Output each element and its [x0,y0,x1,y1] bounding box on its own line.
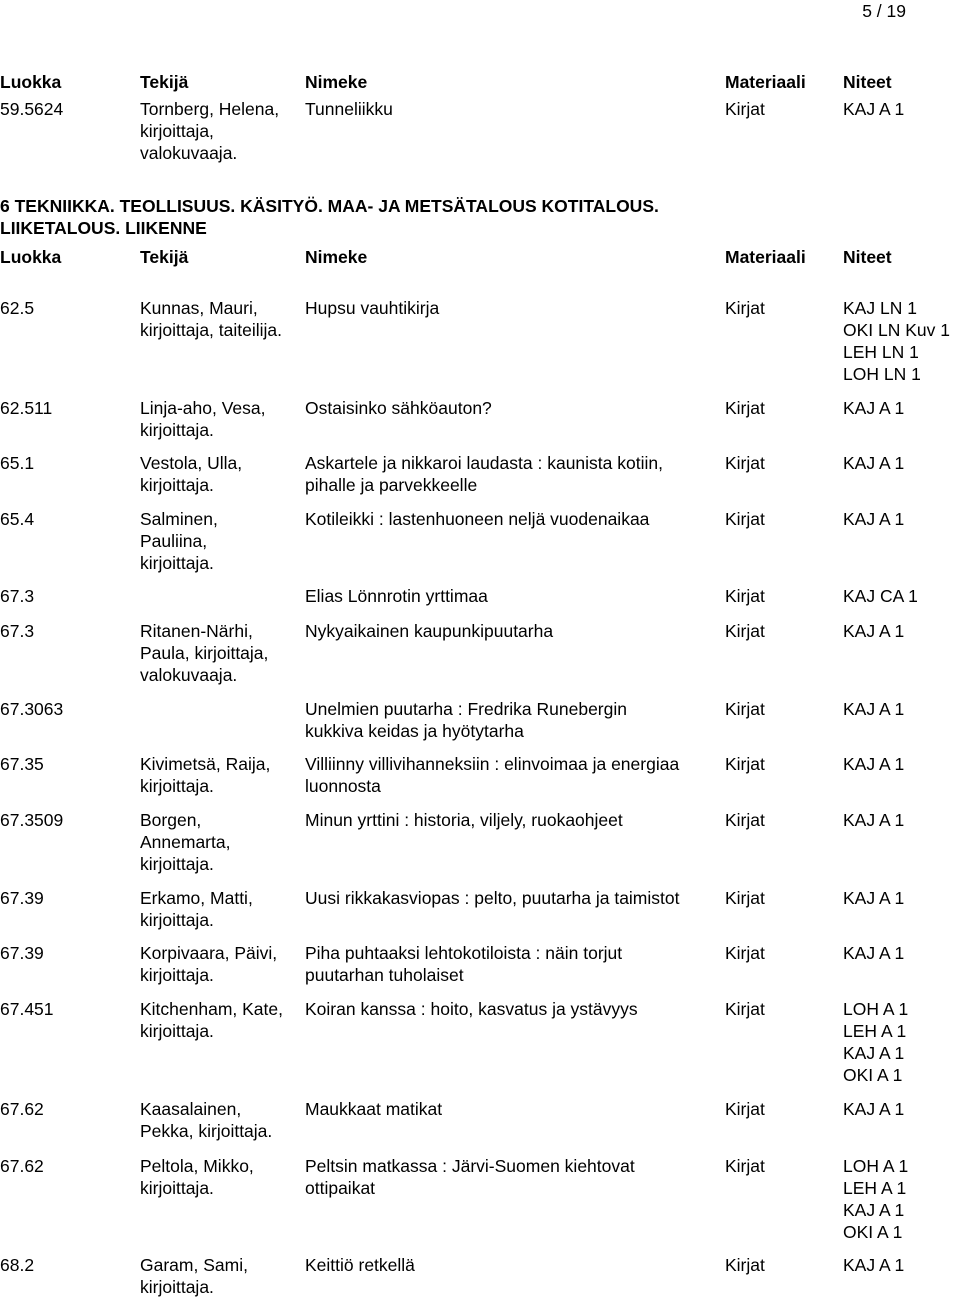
nimeke-cell-line: Peltsin matkassa : Järvi-Suomen kiehtovat [305,1156,635,1176]
niteet-cell-line: LOH LN 1 [843,364,921,384]
tekija-cell [140,452,302,496]
niteet-cell-line: KAJ A 1 [843,1200,905,1220]
tekija-cell-line: kirjoittaja. [140,910,214,930]
materiaali-cell-line: Kirjat [725,453,765,473]
nimeke-cell [305,452,725,496]
niteet-cell [843,942,960,964]
nimeke-cell-line: Unelmien puutarha : Fredrika Runebergin [305,699,627,719]
materiaali-cell [725,942,825,964]
header-niteet: Niteet [843,72,892,92]
materiaali-cell-line: Kirjat [725,586,765,606]
section-title [0,195,960,239]
nimeke-cell-line: Hupsu vauhtikirja [305,298,440,318]
tekija-cell-line: kirjoittaja. [140,553,214,573]
nimeke-cell [305,1098,725,1120]
niteet-cell [843,508,960,530]
materiaali-cell-line: Kirjat [725,999,765,1019]
materiaali-cell [725,887,825,909]
materiaali-cell-line: Kirjat [725,298,765,318]
luokka-cell-line: 65.1 [0,453,35,473]
luokka-cell [0,452,135,474]
nimeke-cell-line: Kotileikki : lastenhuoneen neljä vuodenaikaa [305,509,650,529]
niteet-cell-line: KAJ A 1 [843,99,905,119]
materiaali-cell [725,452,825,474]
niteet-cell [843,620,960,642]
materiaali-cell [725,508,825,530]
section-title-line: 6 TEKNIIKKA. TEOLLISUUS. KÄSITYÖ. MAA- JA METSÄTALOUS KOTITALOUS. [0,196,659,216]
luokka-cell [0,887,135,909]
niteet-cell-line: KAJ A 1 [843,754,905,774]
luokka-cell [0,998,135,1020]
niteet-cell-line: KAJ A 1 [843,621,905,641]
luokka-cell-line: 62.5 [0,298,35,318]
niteet-cell-line: KAJ LN 1 [843,298,917,318]
tekija-cell-line: Erkamo, Matti, [140,888,253,908]
tekija-cell [140,809,302,875]
materiaali-cell [725,698,825,720]
luokka-cell [0,585,135,607]
tekija-cell-line: kirjoittaja. [140,475,214,495]
nimeke-cell-line: kukkiva keidas ja hyötytarha [305,721,524,741]
luokka-cell-line: 67.62 [0,1099,44,1119]
header-niteet: Niteet [843,247,892,267]
niteet-cell-line: KAJ A 1 [843,888,905,908]
nimeke-cell [305,585,725,607]
materiaali-cell [725,585,825,607]
niteet-cell-line: KAJ A 1 [843,1099,905,1119]
materiaali-cell-line: Kirjat [725,888,765,908]
niteet-cell-line: LEH A 1 [843,1021,907,1041]
tekija-cell-line: kirjoittaja, [140,121,214,141]
materiaali-cell-line: Kirjat [725,1255,765,1275]
nimeke-cell [305,698,725,742]
materiaali-cell [725,998,825,1020]
tekija-cell [140,1155,302,1199]
header-tekija: Tekijä [140,72,189,92]
tekija-cell [140,98,302,164]
luokka-cell-line: 67.39 [0,943,44,963]
niteet-cell-line: OKI A 1 [843,1222,903,1242]
tekija-cell-line: Salminen, [140,509,218,529]
nimeke-cell-line: Tunneliikku [305,99,393,119]
niteet-cell-line: LOH A 1 [843,1156,909,1176]
niteet-cell [843,887,960,909]
tekija-cell-line: kirjoittaja, taiteilija. [140,320,282,340]
tekija-cell-line: Korpivaara, Päivi, [140,943,278,963]
nimeke-cell [305,1155,725,1199]
header-materiaali: Materiaali [725,72,806,92]
tekija-cell [140,297,302,341]
tekija-cell-line: Peltola, Mikko, [140,1156,254,1176]
materiaali-cell [725,397,825,419]
header-nimeke: Nimeke [305,247,368,267]
niteet-cell-line: KAJ A 1 [843,1255,905,1275]
tekija-cell-line: Kitchenham, Kate, [140,999,283,1019]
tekija-cell-line: Kunnas, Mauri, [140,298,258,318]
niteet-cell-line: KAJ A 1 [843,943,905,963]
tekija-cell [140,887,302,931]
niteet-cell [843,98,960,120]
tekija-cell-line: Borgen, [140,810,202,830]
tekija-cell-line: Linja-aho, Vesa, [140,398,266,418]
nimeke-cell-line: Uusi rikkakasviopas : pelto, puutarha ja taimistot [305,888,680,908]
niteet-cell-line: OKI A 1 [843,1065,903,1085]
luokka-cell-line: 67.3063 [0,699,64,719]
tekija-cell-line: kirjoittaja. [140,1178,214,1198]
materiaali-cell [725,809,825,831]
materiaali-cell [725,753,825,775]
niteet-cell [843,585,960,607]
niteet-cell-line: LEH LN 1 [843,342,919,362]
niteet-cell [843,1254,960,1276]
nimeke-cell [305,1254,725,1276]
niteet-cell-line: KAJ A 1 [843,453,905,473]
luokka-cell-line: 67.451 [0,999,54,1019]
header-tekija: Tekijä [140,247,189,267]
materiaali-cell [725,1098,825,1120]
tekija-cell-line: kirjoittaja. [140,1277,214,1297]
tekija-cell [140,620,302,686]
niteet-cell [843,397,960,419]
tekija-cell [140,1254,302,1298]
luokka-cell [0,1155,135,1177]
luokka-cell [0,1098,135,1120]
materiaali-cell-line: Kirjat [725,1156,765,1176]
niteet-cell-line: KAJ A 1 [843,509,905,529]
tekija-cell-line: Annemarta, [140,832,231,852]
nimeke-cell [305,508,725,530]
niteet-cell [843,452,960,474]
nimeke-cell-line: luonnosta [305,776,381,796]
nimeke-cell-line: Koiran kanssa : hoito, kasvatus ja ystävyys [305,999,638,1019]
luokka-cell [0,698,135,720]
materiaali-cell-line: Kirjat [725,699,765,719]
nimeke-cell [305,753,725,797]
tekija-cell-line: kirjoittaja. [140,854,214,874]
tekija-cell [140,508,302,574]
nimeke-cell-line: Ostaisinko sähköauton? [305,398,492,418]
nimeke-cell [305,397,725,419]
tekija-cell-line: Tornberg, Helena, [140,99,280,119]
section-title-line: LIIKETALOUS. LIIKENNE [0,218,207,238]
nimeke-cell [305,620,725,642]
nimeke-cell-line: Elias Lönnrotin yrttimaa [305,586,488,606]
tekija-cell-line: kirjoittaja. [140,420,214,440]
tekija-cell-line: Paula, kirjoittaja, [140,643,269,663]
tekija-cell-line: valokuvaaja. [140,143,238,163]
luokka-cell-line: 67.35 [0,754,44,774]
nimeke-cell [305,998,725,1020]
niteet-cell-line: LEH A 1 [843,1178,907,1198]
luokka-cell [0,397,135,419]
luokka-cell [0,508,135,530]
nimeke-cell-line: puutarhan tuholaiset [305,965,464,985]
nimeke-cell-line: ottipaikat [305,1178,376,1198]
tekija-cell-line: kirjoittaja. [140,965,214,985]
tekija-cell-line: kirjoittaja. [140,776,214,796]
materiaali-cell-line: Kirjat [725,810,765,830]
tekija-cell-line: Vestola, Ulla, [140,453,243,473]
tekija-cell [140,753,302,797]
tekija-cell-line: Ritanen-Närhi, [140,621,253,641]
materiaali-cell [725,1155,825,1177]
materiaali-cell [725,1254,825,1276]
tekija-cell-line: Pauliina, [140,531,208,551]
materiaali-cell-line: Kirjat [725,509,765,529]
nimeke-cell [305,297,725,319]
nimeke-cell-line: Villiinny villivihanneksiin : elinvoimaa ja energiaa [305,754,680,774]
materiaali-cell-line: Kirjat [725,99,765,119]
materiaali-cell [725,98,825,120]
materiaali-cell-line: Kirjat [725,1099,765,1119]
materiaali-cell [725,297,825,319]
nimeke-cell-line: Nykyaikainen kaupunkipuutarha [305,621,554,641]
luokka-cell-line: 65.4 [0,509,35,529]
header-luokka: Luokka [0,72,62,92]
tekija-cell-line: Pekka, kirjoittaja. [140,1121,273,1141]
tekija-cell [140,1098,302,1142]
luokka-cell [0,297,135,319]
luokka-cell [0,809,135,831]
tekija-cell [140,942,302,986]
materiaali-cell-line: Kirjat [725,754,765,774]
nimeke-cell-line: Piha puhtaaksi lehtokotiloista : näin torjut [305,943,623,963]
tekija-cell-line: Kivimetsä, Raija, [140,754,271,774]
nimeke-cell-line: Askartele ja nikkaroi laudasta : kaunista kotiin, [305,453,663,473]
niteet-cell-line: KAJ A 1 [843,699,905,719]
table-header [0,71,960,93]
tekija-cell-line: Kaasalainen, [140,1099,242,1119]
luokka-cell [0,942,135,964]
page-number: 5 / 19 [862,1,906,21]
niteet-cell [843,297,960,385]
header-nimeke: Nimeke [305,72,368,92]
materiaali-cell-line: Kirjat [725,398,765,418]
materiaali-cell-line: Kirjat [725,943,765,963]
niteet-cell [843,809,960,831]
luokka-cell-line: 62.511 [0,398,53,418]
materiaali-cell-line: Kirjat [725,621,765,641]
luokka-cell-line: 59.5624 [0,99,64,119]
luokka-cell-line: 67.39 [0,888,44,908]
header-materiaali: Materiaali [725,247,806,267]
niteet-cell [843,753,960,775]
luokka-cell [0,620,135,642]
tekija-cell-line: Garam, Sami, [140,1255,248,1275]
tekija-cell [140,998,302,1042]
niteet-cell-line: OKI LN Kuv 1 [843,320,950,340]
nimeke-cell [305,942,725,986]
niteet-cell-line: KAJ A 1 [843,810,905,830]
niteet-cell [843,1155,960,1243]
tekija-cell-line: valokuvaaja. [140,665,238,685]
niteet-cell-line: LOH A 1 [843,999,909,1019]
luokka-cell [0,1254,135,1276]
nimeke-cell [305,98,725,120]
niteet-cell-line: KAJ CA 1 [843,586,918,606]
luokka-cell-line: 67.62 [0,1156,44,1176]
luokka-cell [0,98,135,120]
niteet-cell-line: KAJ A 1 [843,398,905,418]
nimeke-cell-line: Maukkaat matikat [305,1099,443,1119]
nimeke-cell [305,887,725,909]
nimeke-cell-line: pihalle ja parvekkeelle [305,475,478,495]
table-header [0,246,960,268]
niteet-cell [843,1098,960,1120]
luokka-cell-line: 67.3509 [0,810,64,830]
nimeke-cell-line: Keittiö retkellä [305,1255,415,1275]
luokka-cell-line: 68.2 [0,1255,35,1275]
luokka-cell-line: 67.3 [0,621,35,641]
luokka-cell [0,753,135,775]
niteet-cell [843,698,960,720]
tekija-cell [140,397,302,441]
nimeke-cell-line: Minun yrttini : historia, viljely, ruokaohjeet [305,810,623,830]
niteet-cell-line: KAJ A 1 [843,1043,905,1063]
header-luokka: Luokka [0,247,62,267]
materiaali-cell [725,620,825,642]
luokka-cell-line: 67.3 [0,586,35,606]
niteet-cell [843,998,960,1086]
nimeke-cell [305,809,725,831]
tekija-cell-line: kirjoittaja. [140,1021,214,1041]
